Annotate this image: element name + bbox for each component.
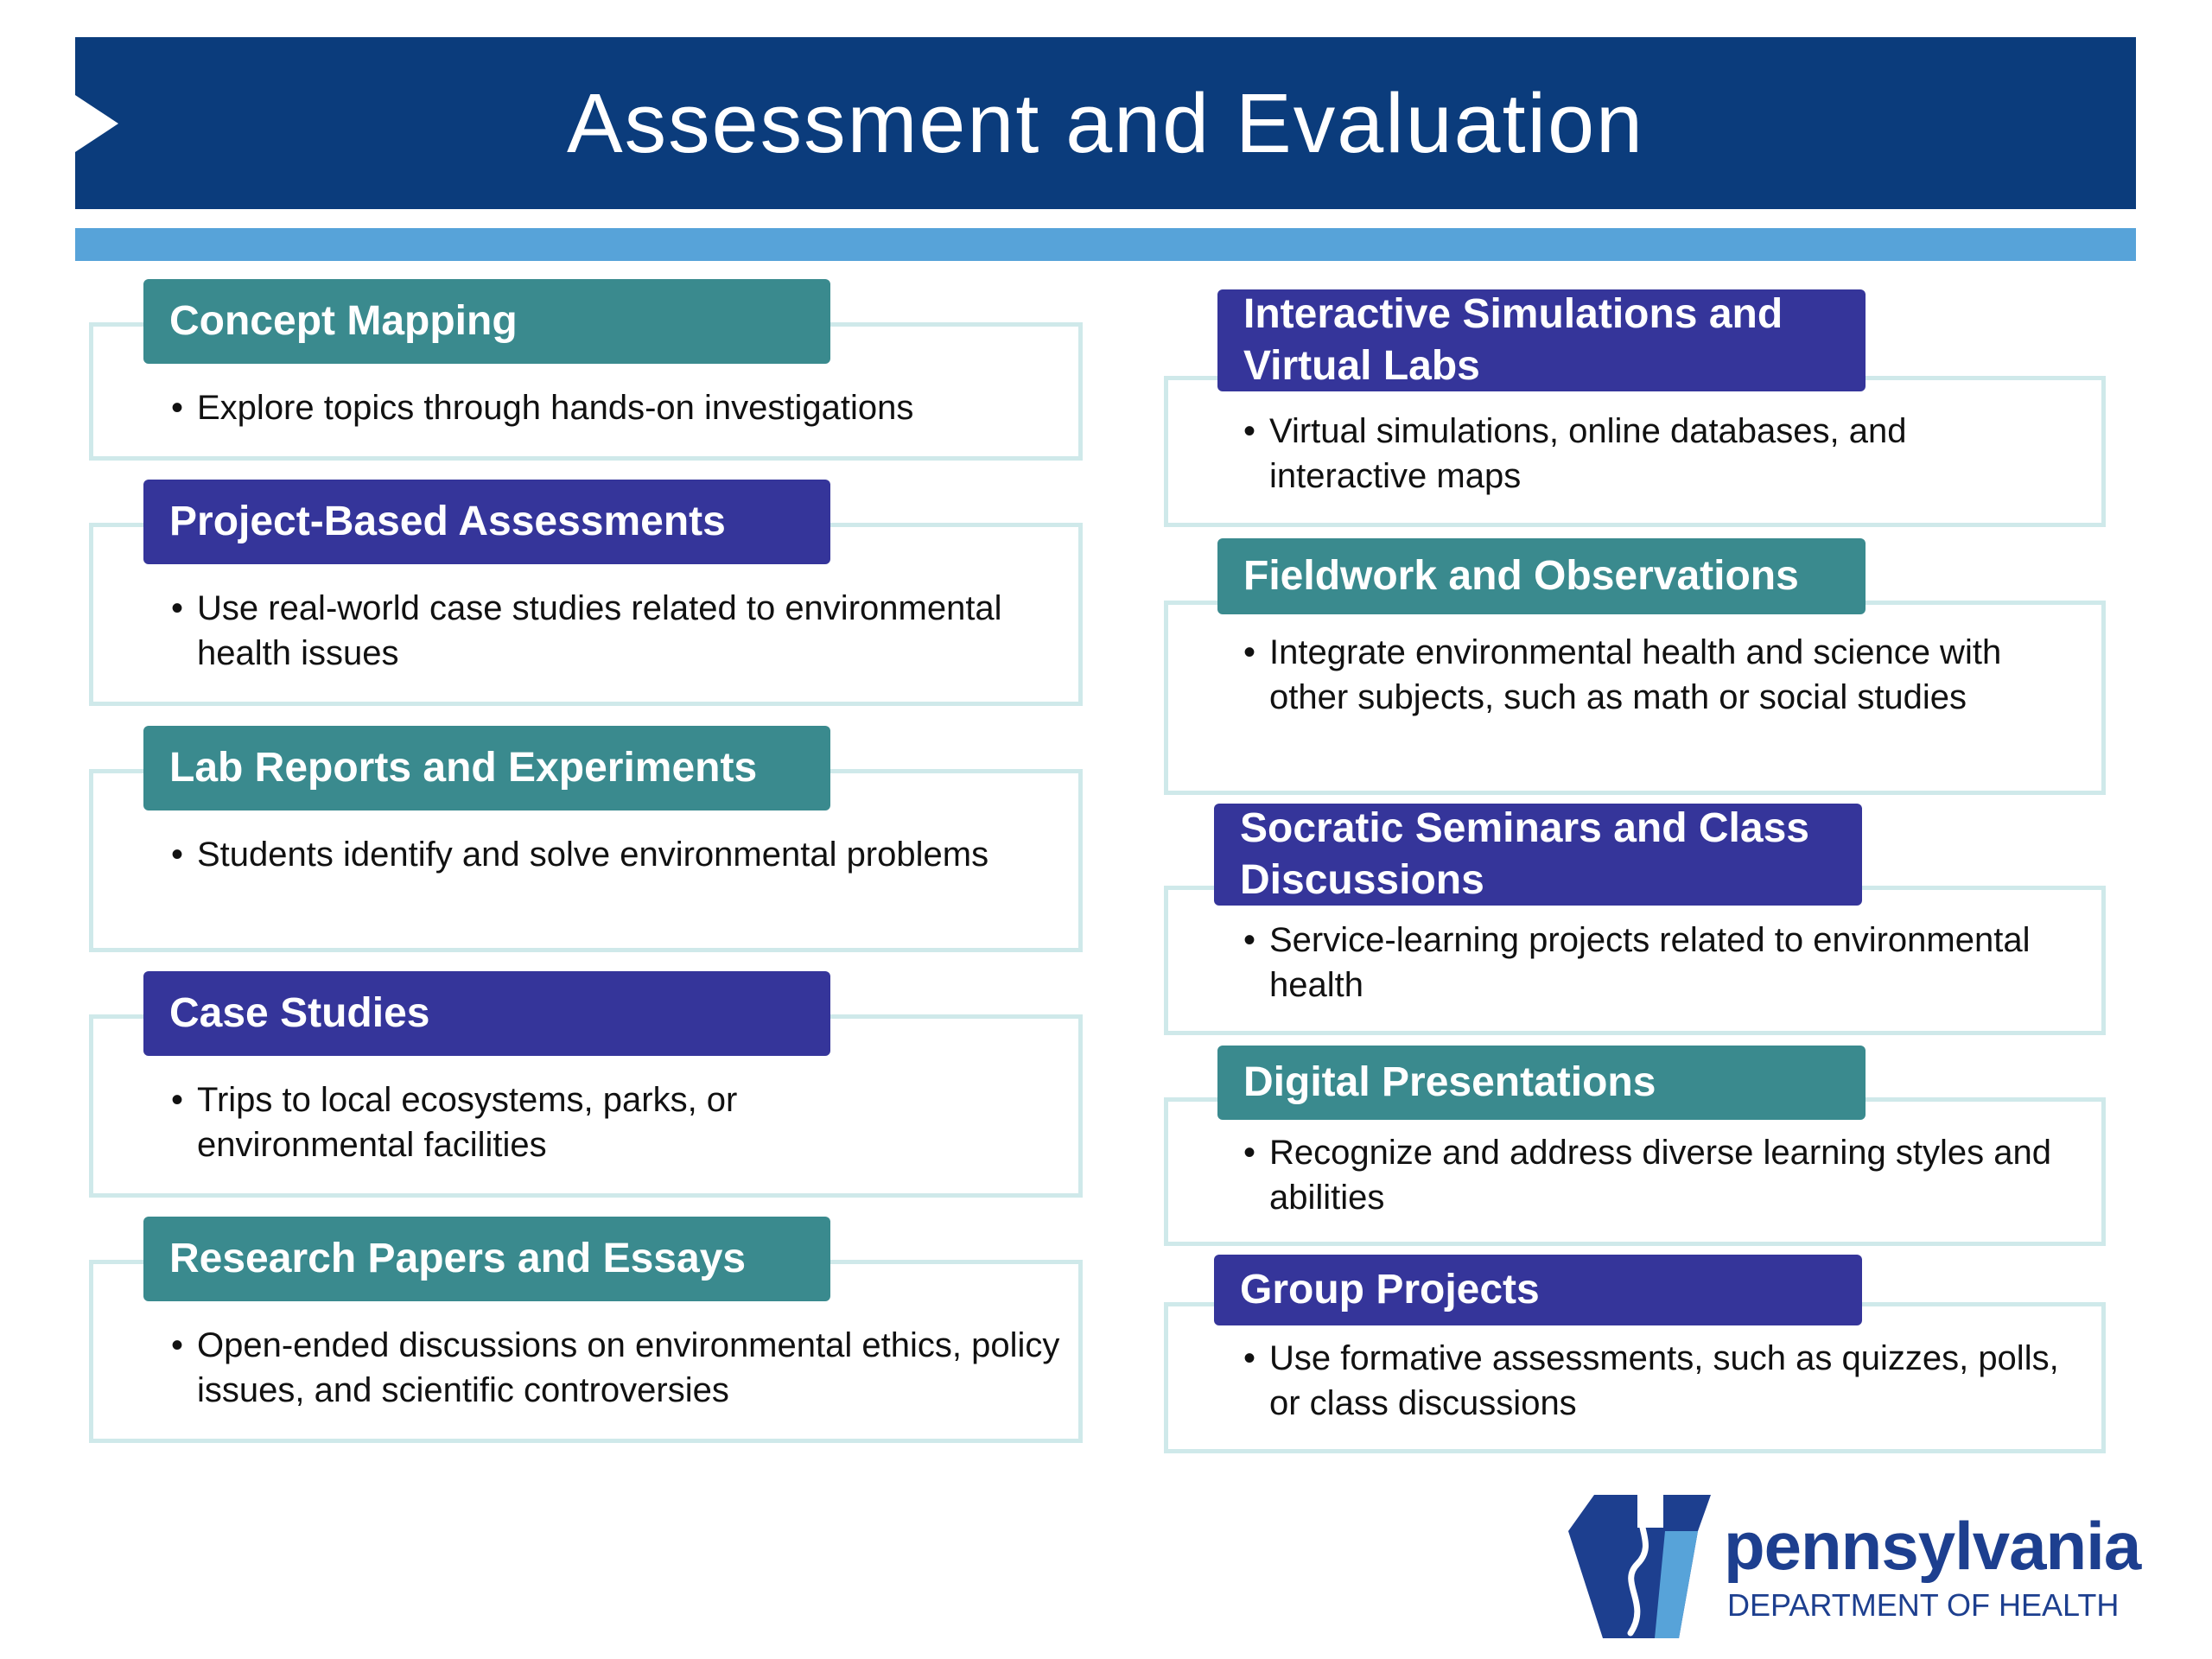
card-bullet-text: • Virtual simulations, online databases, and interactive maps — [1243, 409, 2047, 499]
card-bullet-text: • Trips to local ecosystems, parks, or environmental facilities — [171, 1077, 854, 1167]
card-bullet-text: • Students identify and solve environmental problems — [171, 832, 1061, 877]
card-heading: Lab Reports and Experiments — [143, 726, 830, 810]
card-heading: Group Projects — [1214, 1255, 1862, 1325]
card-heading: Concept Mapping — [143, 279, 830, 364]
logo-wordmark: pennsylvania — [1724, 1508, 2141, 1584]
card-concept-mapping — [89, 279, 1083, 461]
card-heading: Project-Based Assessments — [143, 480, 830, 564]
card-heading: Socratic Seminars and Class Discussions — [1214, 804, 1862, 906]
card-lab-reports — [89, 726, 1083, 952]
accent-bar — [75, 228, 2136, 261]
card-bullet-text: • Use formative assessments, such as quizzes, polls, or class discussions — [1243, 1336, 2099, 1426]
card-heading: Interactive Simulations and Virtual Labs — [1217, 289, 1866, 391]
card-heading: Case Studies — [143, 971, 830, 1056]
card-fieldwork — [1164, 538, 2106, 795]
card-heading: Fieldwork and Observations — [1217, 538, 1866, 614]
card-project-based-assessments — [89, 480, 1083, 706]
card-bullet-text: • Use real-world case studies related to environmental health issues — [171, 586, 1078, 676]
card-case-studies — [89, 971, 1083, 1198]
pa-health-logo — [1568, 1495, 2139, 1638]
card-socratic-seminars — [1164, 804, 2106, 1035]
card-digital-presentations — [1164, 1046, 2106, 1246]
card-bullet-text: • Explore topics through hands-on investigations — [171, 385, 1078, 430]
page-title: Assessment and Evaluation — [566, 76, 1644, 170]
card-bullet-text: • Recognize and address diverse learning styles and abilities — [1243, 1130, 2099, 1220]
logo-subtitle: DEPARTMENT OF HEALTH — [1727, 1587, 2120, 1623]
card-interactive-simulations — [1164, 289, 2106, 527]
title-banner — [75, 37, 2136, 209]
card-heading: Digital Presentations — [1217, 1046, 1866, 1120]
keystone-logo-icon — [1568, 1495, 1715, 1638]
card-bullet-text: • Open-ended discussions on environmental ethics, policy issues, and scientific controversies — [171, 1323, 1096, 1413]
card-bullet-text: • Service-learning projects related to environmental health — [1243, 918, 2047, 1007]
card-heading: Research Papers and Essays — [143, 1217, 830, 1301]
card-research-papers — [89, 1217, 1083, 1443]
card-bullet-text: • Integrate environmental health and science with other subjects, such as math or social studies — [1243, 630, 2047, 720]
card-group-projects — [1164, 1255, 2106, 1453]
